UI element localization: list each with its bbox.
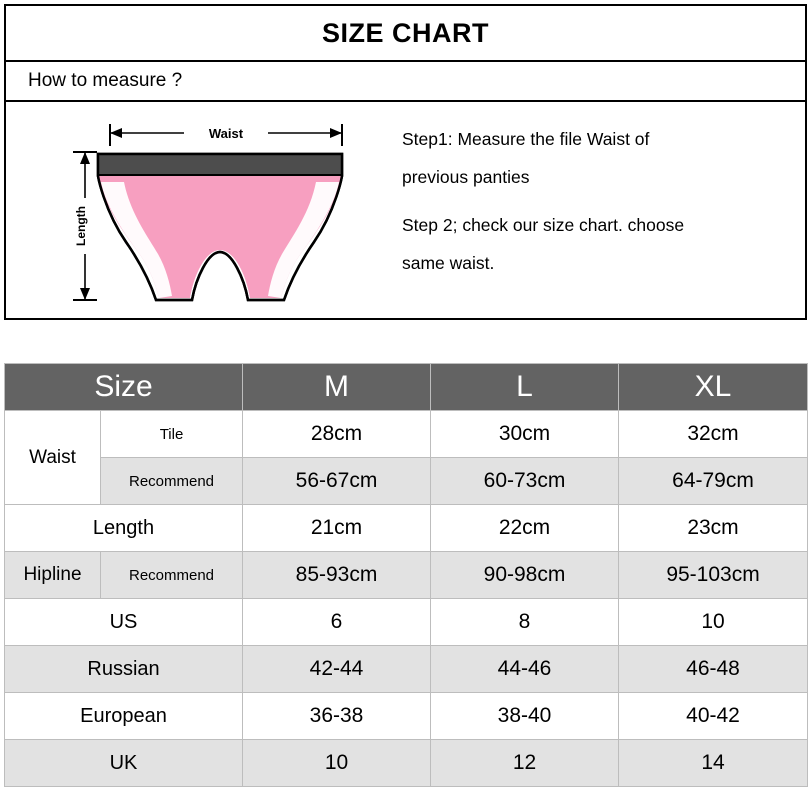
table-row <box>5 505 808 552</box>
svg-text:Length: Length <box>74 206 88 246</box>
how-to-measure-label: How to measure ? <box>28 70 183 91</box>
table-row <box>5 740 808 787</box>
row-label-us: US <box>5 599 243 646</box>
table-row <box>5 458 808 505</box>
step-line-3: Step 2; check our size chart. choose <box>402 215 685 235</box>
row-sublabel-waist-recommend: Recommend <box>101 458 243 505</box>
cell-hipline-xl: 95-103cm <box>619 552 808 599</box>
cell-length-l: 22cm <box>431 505 619 552</box>
svg-text:Waist: Waist <box>208 126 244 141</box>
title-bar <box>4 4 807 60</box>
cell-waist-tile-m: 28cm <box>243 411 431 458</box>
panty-illustration <box>6 102 396 318</box>
row-label-length: Length <box>5 505 243 552</box>
cell-length-xl: 23cm <box>619 505 808 552</box>
row-label-waist: Waist <box>5 411 101 505</box>
row-label-hipline: Hipline <box>5 552 101 599</box>
table-header-row <box>5 364 808 411</box>
row-sublabel-hipline-recommend: Recommend <box>101 552 243 599</box>
step-line-2: previous panties <box>402 167 530 187</box>
cell-waist-rec-m: 56-67cm <box>243 458 431 505</box>
cell-length-m: 21cm <box>243 505 431 552</box>
cell-waist-tile-l: 30cm <box>431 411 619 458</box>
illustration-block <box>4 100 807 320</box>
header-xl: XL <box>619 364 808 411</box>
cell-uk-l: 12 <box>431 740 619 787</box>
cell-russian-m: 42-44 <box>243 646 431 693</box>
cell-european-l: 38-40 <box>431 693 619 740</box>
table-row <box>5 552 808 599</box>
cell-uk-m: 10 <box>243 740 431 787</box>
cell-european-m: 36-38 <box>243 693 431 740</box>
cell-hipline-m: 85-93cm <box>243 552 431 599</box>
cell-waist-rec-l: 60-73cm <box>431 458 619 505</box>
table-row <box>5 693 808 740</box>
how-to-measure-bar <box>4 60 807 100</box>
measure-steps <box>396 102 805 318</box>
table-row <box>5 411 808 458</box>
header-m: M <box>243 364 431 411</box>
cell-us-m: 6 <box>243 599 431 646</box>
cell-hipline-l: 90-98cm <box>431 552 619 599</box>
cell-russian-xl: 46-48 <box>619 646 808 693</box>
cell-european-xl: 40-42 <box>619 693 808 740</box>
cell-russian-l: 44-46 <box>431 646 619 693</box>
panty-diagram-icon <box>6 102 396 318</box>
cell-us-l: 8 <box>431 599 619 646</box>
header-size: Size <box>5 364 243 411</box>
size-table-wrap <box>4 363 807 787</box>
page-title: SIZE CHART <box>322 17 489 48</box>
cell-us-xl: 10 <box>619 599 808 646</box>
row-sublabel-tile: Tile <box>101 411 243 458</box>
table-row <box>5 599 808 646</box>
cell-waist-rec-xl: 64-79cm <box>619 458 808 505</box>
row-label-uk: UK <box>5 740 243 787</box>
header-l: L <box>431 364 619 411</box>
row-label-russian: Russian <box>5 646 243 693</box>
table-row <box>5 646 808 693</box>
size-table <box>4 363 808 787</box>
cell-waist-tile-xl: 32cm <box>619 411 808 458</box>
step-line-4: same waist. <box>402 253 495 273</box>
cell-uk-xl: 14 <box>619 740 808 787</box>
step-line-1: Step1: Measure the file Waist of <box>402 129 650 149</box>
row-label-european: European <box>5 693 243 740</box>
